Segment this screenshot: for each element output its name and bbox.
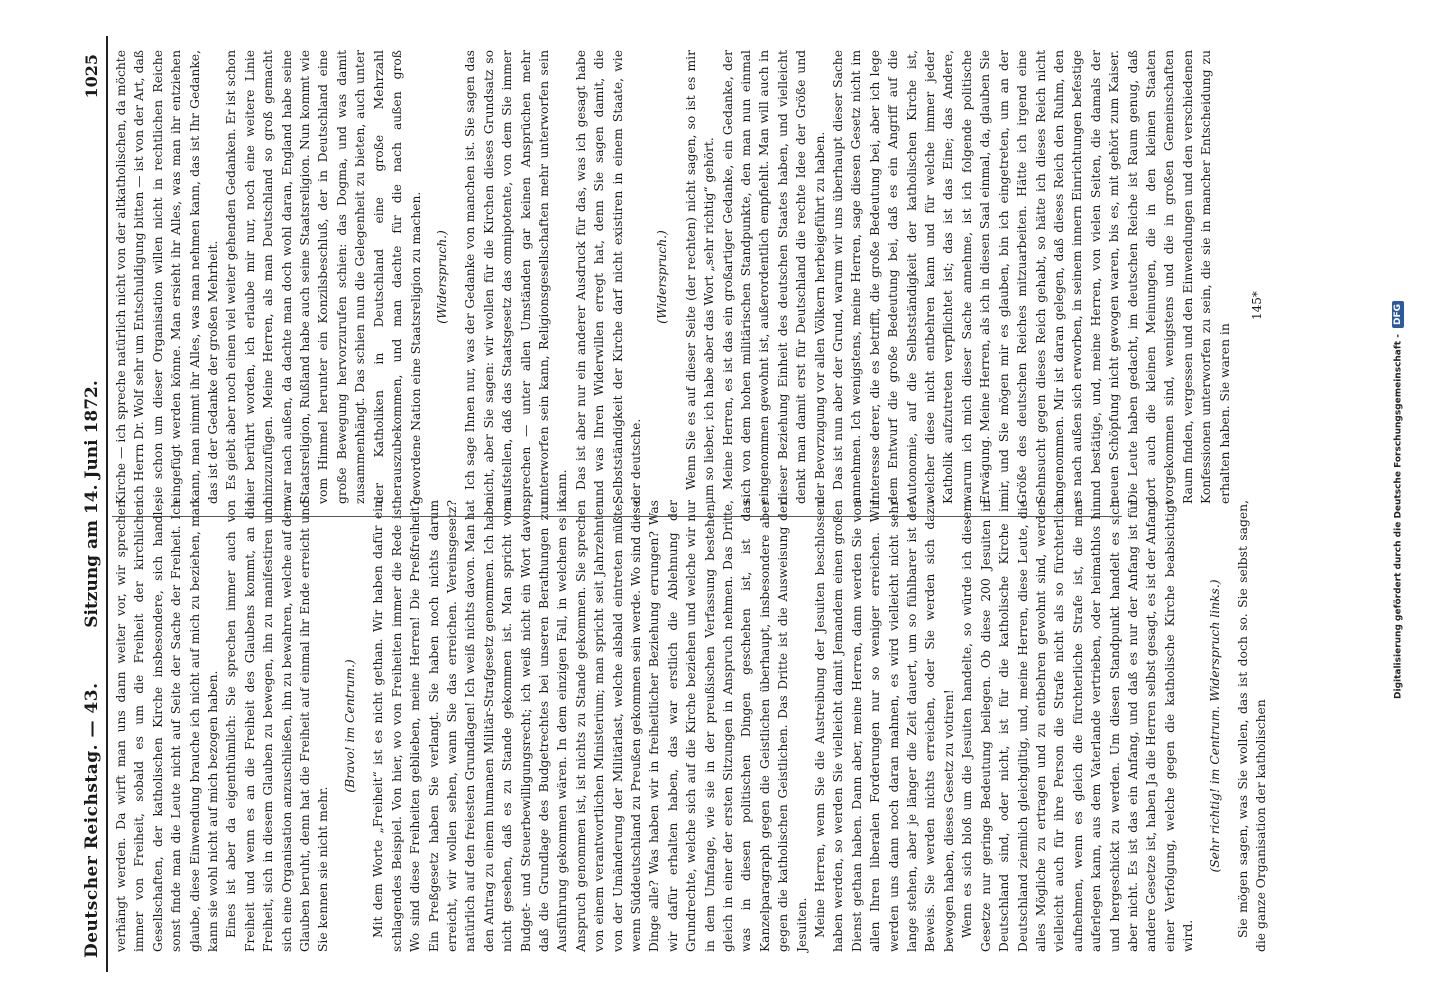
left-column [112, 500, 1271, 952]
paragraph: verhängt werden. Da wirft man uns dann weiter vor, wir sprechen immer von Freiheit, sobald es um die Freiheit der kirchlichen Gesellschaften, der katholischen Kirche insbesondere, sich handle; sonst finde man die Leute nicht auf Seite der Sache der Freiheit. Ich glaube, diese Einwendung brauche ich nicht auf mich zu beziehen, man kann sie wohl nicht auf mich bezogen haben. [114, 500, 221, 952]
right-column [112, 50, 1234, 504]
header-rule [106, 36, 108, 972]
paragraph: Wenn es sich bloß um die Jesuiten handelte, so würde ich diesem Gesetze nur geringe Bedeutung beilegen. Ob diese 200 Jesuiten in Deutschland sind, oder nicht, ist für die katholische Kirche in Deutschland ziemlich gleichgiltig, und, meine Herren, diese Leute, die alles Mögliche zu ertragen und zu entbehren gewohnt sind, werden vielleicht auch für ihre Person die Strafe nicht als so fürchterlich aufnehmen, wenn es gleich die fürchterliche Strafe ist, die man auferlegen kann, aus dem Vaterlande vertrieben, oder heimathlos hin und hergeschickt zu werden. Um diesen Standpunkt handelt es sich aber nicht. Es ist das ein Anfang, und daß es nur der Anfang ist für andere Gesetze ist, haben Ja die Herren selbst gesagt, es ist der Anfang einer Verfolgung, welche gegen die katholische Kirche beabsichtigt wird. [960, 500, 1196, 952]
paragraph: Ich sage Ihnen nur, was der Gedanke von manchen ist. Sie sagen das nicht, aber Sie sagen: wir wollen für die Kirchen dieses Grundsatz so aufstellen, daß das Staatsgesetz das omnipotente, von dem Sie immer sprechen — unter allen Umständen gar keinen Ansprüchen mehr unterworfen sein kann, Religionsgesellschaften mehr unterworfen sein kann. [463, 50, 570, 504]
header-publication: Deutscher Reichstag. — 43. [82, 682, 102, 958]
paragraph: Eines ist aber da eigenthümlich: Sie sprechen immer auch von Freiheit und wenn es an die Freiheit des Glaubens kommt, an die Freiheit, sich in diesem Glauben zu bewegen, ihn zu manifestiren und sich eine Organisation anzuschließen, ihn zu bewahren, welche auf dem Glauben beruht, denn hat die Freiheit auf einmal ihr Ende erreicht und Sie kennen sie nicht mehr. [224, 500, 331, 952]
printer-signature: 145* [1250, 291, 1264, 320]
paragraph: Meine Herren, wenn Sie die Austreibung der Jesuiten beschlossen haben werden, so werden Sie vielleicht damit Jemandem einen großen Dienst gethan haben. Dann aber, meine Herren, dann werden Sie von allen Ihren liberalen Forderungen nur so weniger erreichen. Wir werden uns dann noch daran mahnen, es wird vielleicht nicht sehr lange stehen, aber je länger die Zeit dauert, um so fühlbarer ist der Beweis. Sie werden nichts erreichen, oder Sie werden sich dazu bewogen haben, dieses Gesetz zu votiren! [813, 500, 956, 952]
interjection: (Bravo! im Centrum.) [342, 659, 357, 793]
paragraph: Mit dem Worte „Freiheit“ ist es nicht gethan. Wir haben dafür ein schlagendes Beispiel. Von hier, wo von Freiheiten immer die Rede ist. Wo sind diese Freiheiten geblieben, meine Herren! Die Preßfreiheit? Ein Preßgesetz haben Sie verlangt. Sie haben noch nichts darum erreicht, wir wollen sehen, wann Sie das erreichen. Vereinsgesetz? natürlich auf den freiesten Grundlagen! Ich weiß nichts davon. Man hat den Antrag zu einem humanen Militär-Strafgesetz genommen. Ich habe nicht gesehen, daß es zu Stande gekommen ist. Man spricht vom Budget- und Steuerbewilligungsrecht; ich weiß nicht ein Wort davon, daß die Grundlage des Budgetrechtes bei unseren Berathungen zur Ausführung gekommen wären. In dem einzigen Fall, in welchem es in Anspruch genommen ist, ist nichts zu Stande gekommen. Sie sprechen von einem verantwortlichen Ministerium; man spricht seit Jahrzehnten von der Umänderung der Militärlast, welche alsbald eintreten müßte, wenn Süddeutschland zu Preußen gekommen sein werde. Wo sind diese Dinge alle? Was haben wir in freiheitlicher Beziehung errungen? Was wir dafür erhalten haben, das war erstlich die Ablehnung der Grundrechte, welche sich auf die Kirche beziehen und welche wir nur in dem Umfange, wie sie in der preußischen Verfassung bestehen, gleich in einer der ersten Sitzungen in Anspruch nehmen. Das Dritte, was in diesen politischen Dingen geschehen ist, ist das Kanzelparagraph gegen die Geistlichen überhaupt, insbesondere aber gegen die katholischen Geistlichen. Das Dritte ist die Ausweisung der Jesuiten. [371, 500, 809, 952]
digitization-footer [1392, 0, 1404, 1000]
interjection: (Widerspruch.) [434, 230, 449, 324]
paragraph: Das ist aber nur ein anderer Ausdruck für das, was ich gesagt habe und was Ihren Widerwillen erregt hat, denn Sie sagen damit, die Selbstständigkeit der Kirche darf nicht existiren in einem Staate, wie der deutsche. [573, 50, 643, 504]
dfg-logo: DFG [1392, 301, 1404, 328]
footer-text: Digitalisierung gefördert durch die Deutsche Forschungsgemeinschaft - [1393, 334, 1404, 699]
header-session-date: Sitzung am 14. Juni 1872. [82, 380, 102, 628]
page-header [82, 36, 104, 972]
paragraph: Es giebt aber noch einen viel weiter gehenden Gedanken. Er ist schon hier berührt worden, ich erlaube mir nur, noch eine weitere Linie hinzuzufügen. Meine Herren, als man Deutschland so groß gemacht war nach außen, da dachte man doch wohl daran, England habe seine Staatsreligion, Rußland habe auch seine Staatsreligion. Nun kommt wie vom Himmel herunter ein Konzilsbeschluß, der in Deutschland eine große Bewegung hervorzurufen schien: das Dogma, und was damit zusammenhängt. Das schien nun die Gelegenheit zu bieten, auch unter der Katholiken in Deutschland eine große Mehrzahl herauszubekommen, und man dachte für die nach außen groß gewordene Nation eine Staatsreligion zu machen. [224, 50, 423, 504]
page-number: 1025 [82, 54, 101, 99]
paragraph: Meine Herren, es ist das ein großartiger Gedanke, ein Gedanke, der sich von dem hohen militärischen Standpunkte, den man nun einmal eingenommen gewohnt ist, außerordentlich empfiehlt. Man will auch in dieser Beziehung Einheit des deutschen Staates haben, und vielleicht denkt man damit erst für Deutschland die rechte Idee der Größe und der Bevorzugung vor allen Völkern herbeigeführt zu haben. [720, 50, 827, 504]
column-divider [112, 516, 1122, 517]
interjection: (Sehr richtig! im Centrum. Widerspruch links.) [1207, 579, 1222, 873]
paragraph: Das ist nun aber der Grund, warum wir uns überhaupt dieser Sache annehmen. Ich wenigstens, meine Herren, sage diesen Gesetz nicht im Interesse derer, die es betrifft, die große Bedeutung bei, aber ich lege dem Entwurf die große Bedeutung bei, daß es ein Angriff auf die Autonomie, auf die Selbstständigkeit der katholischen Kirche ist, welcher diese nicht entbehren kann und für welche immer jeder Katholik aufzutreten verpflichtet ist; das ist das Eine; das Andere, warum ich mich dieser Sache annehme, ist ich folgende politische Erwägung. Meine Herren, als ich in diesen Saal einmal, da, glauben Sie mir, und Sie mögen mir es glauben, bin ich eingetreten, um an der Größe des deutschen Reiches mitzuarbeiten. Hätte ich irgend eine Sehnsucht gegen dieses Reich gehabt, so hätte ich dieses Reich nicht angenommen. Mir ist daran gelegen, daß dieses Reich den Ruhm, den es nach außen sich erworben, in seinem innern Einrichtungen befestige und bestätige, und, meine Herren, von vielen Seiten, die damals der neuen Schöpfung nicht gewogen waren, bis es, mit gehört zum Kaiser. Die Leute haben gedacht, im deutschen Reiche ist Raum genug, daß dort auch die kleinen Meinungen, die in den kleinen Staaten vorgekommen sind, wenigstens und die in großen Gemeinschaften Raum finden, vergessen und den Einwendungen und den verschiedenen Konfessionen unterworfen zu sein, die sie in mancher Entscheidung zu erhalten haben. Sie waren in [831, 50, 1232, 504]
interjection: (Widerspruch.) [655, 230, 670, 324]
paragraph: Wenn Sie es auf dieser Seite (der rechten) nicht sagen, so ist es mir um so lieber, ich habe aber das Wort „sehr richtig“ gehört. [683, 50, 717, 504]
paragraph: Kirche — ich spreche natürlich nicht von der altkatholischen, da möchte ich Herrn Dr. Wolf sehr um Entschuldigung bitten — ist von der Art, daß sie schon um dieser Organisation willen nicht in rechtlichen Reiche eingefügt werden könne. Man ersieht ihr Alles, was man ihr entziehen kann, man nimmt ihr Alles, was man nehmen kann, das ist Ihr Gedanke, das ist der Gedanke der großen Mehrheit. [114, 50, 221, 504]
paragraph: Sie mögen sagen, was Sie wollen, das ist doch so. Sie selbst sagen, die ganze Organisation der katholischen [1235, 500, 1269, 952]
